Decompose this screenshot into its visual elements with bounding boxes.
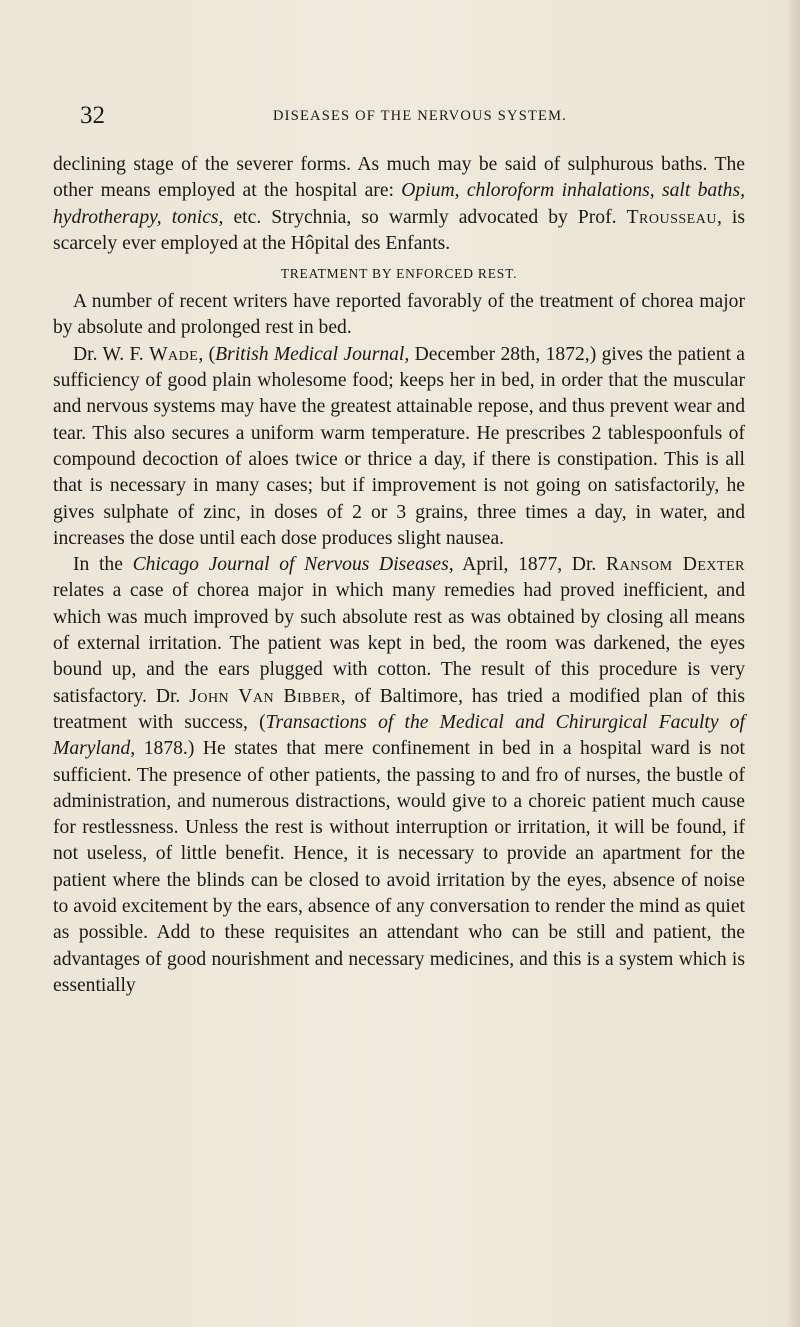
journal-title: British Medical Journal, xyxy=(215,343,410,365)
journal-title: Transactions of the Medical and Chirurgical Faculty of Maryland, xyxy=(53,711,745,760)
author-name: Trousseau xyxy=(626,206,717,228)
author-name: Ransom Dexter xyxy=(605,554,745,576)
text-run: , of Baltimore, has tried a modified plan of this treatment with success, ( xyxy=(53,685,745,733)
paragraph-2 xyxy=(53,289,745,342)
running-head: DISEASES OF THE NERVOUS SYSTEM. xyxy=(273,108,567,124)
text-run: A number of recent writers have reported favorably of the treatment of chorea major by absolute and prolonged rest in bed. xyxy=(53,291,745,339)
text-run: , ( xyxy=(198,343,216,365)
page-body xyxy=(53,152,745,999)
page-header xyxy=(80,102,740,132)
paragraph-1 xyxy=(53,152,745,257)
journal-title: Chicago Journal of Nervous Diseases, xyxy=(132,554,454,576)
author-name: John Van Bibber xyxy=(189,685,341,707)
paragraph-3 xyxy=(53,342,745,552)
text-run: etc. Strychnia, so warmly advocated by Prof. xyxy=(223,206,627,228)
italic-run: Opium, chloroform inhalations, salt baths, hydrotherapy, tonics, xyxy=(53,180,745,228)
text-run: April, 1877, Dr. xyxy=(453,554,606,576)
paragraph-4 xyxy=(53,552,745,999)
author-name: Wade xyxy=(149,343,199,365)
page-edge-shadow xyxy=(786,0,800,1327)
text-run: declining stage of the severer forms. As much may be said of sulphurous baths. The other means employed at the hospital are: xyxy=(53,154,745,202)
text-run: December 28th, 1872,) gives the patient a sufficiency of good plain wholesome food; keeps her in bed, in order that the muscular and nervous systems may have the greatest attainable repose, and thus prevent wear and tear. This also secures a uniform warm temperature. He prescribes 2 tablespoonfuls of compound decoction of aloes twice or thrice a day, if there is constipation. This is all that is necessary in many cases; but if improvement is not going on satisfactorily, he gives sulphate of zinc, in doses of 2 or 3 grains, three times a day, in water, and increases the dose until each dose produces slight nausea. xyxy=(53,343,745,549)
section-heading: TREATMENT BY ENFORCED REST. xyxy=(280,266,518,282)
text-run: Dr. W. F. xyxy=(73,343,150,365)
text-run: , is scarcely ever employed at the Hôpital des Enfants. xyxy=(53,206,745,254)
text-run: In the xyxy=(73,554,133,576)
text-run: 1878.) He states that mere confinement in bed in a hospital ward is not sufficient. The presence of other patients, the passing to and fro of nurses, the bustle of administration, and numerous distractions, would give to a choreic patient much cause for restlessness. Unless the rest is without interruption or irritation, it will be found, if not useless, of little benefit. Hence, it is necessary to provide an apartment for the patient where the blinds can be closed to avoid irritation by the eyes, absence of noise to avoid excitement by the ears, absence of any conversation to render the mind as quiet as possible. Add to these requisites an attendant who can be still and patient, the advantages of good nourishment and necessary medicines, and this is a system which is essentially xyxy=(53,738,745,996)
page-number: 32 xyxy=(80,102,105,129)
text-run: relates a case of chorea major in which many remedies had proved inefficient, and which was much improved by such absolute rest as was obtained by closing all means of external irritation. The patient was kept in bed, the room was darkened, the eyes bound up, and the ears plugged with cotton. The result of this procedure is very satisfactory. Dr. xyxy=(53,580,745,707)
